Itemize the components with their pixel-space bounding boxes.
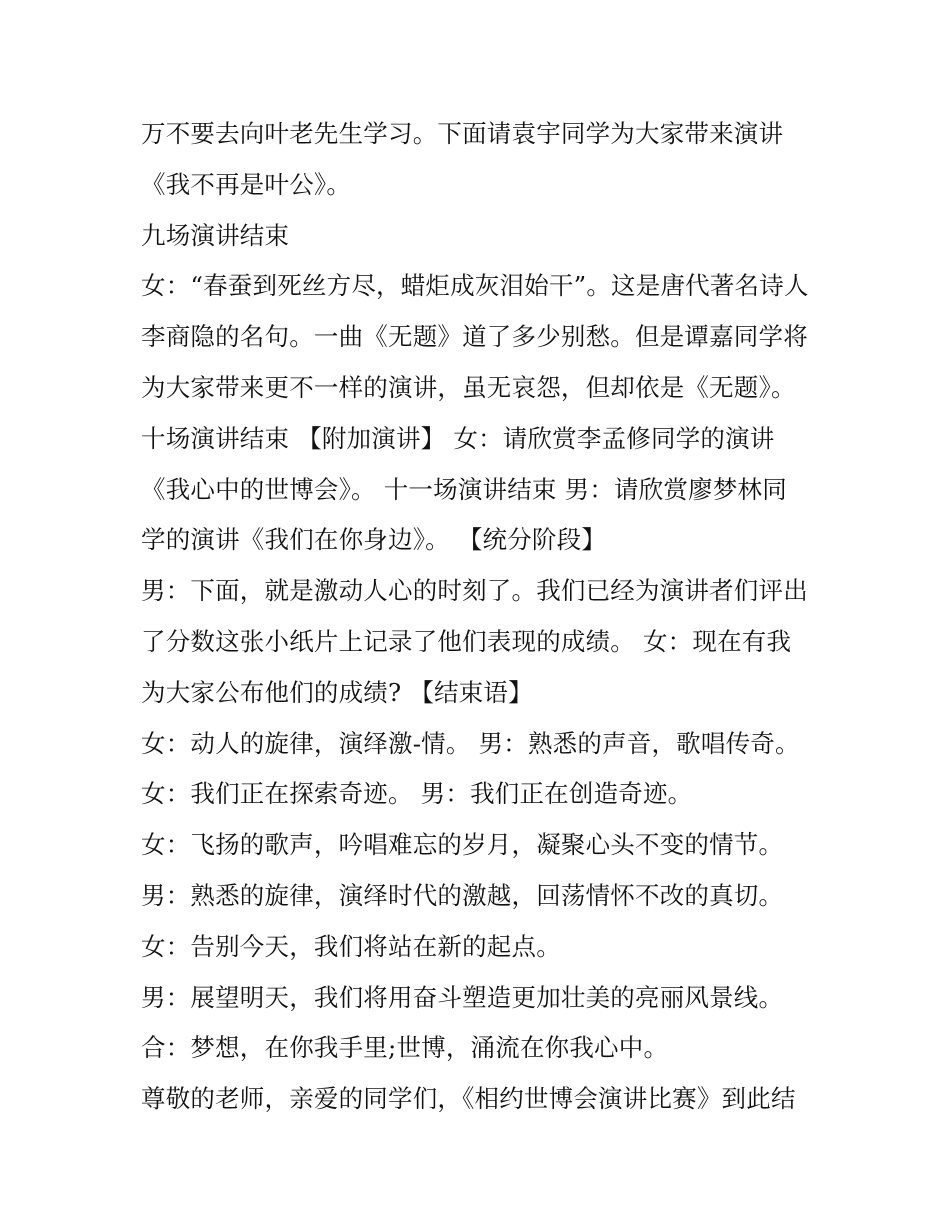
text-line: 李商隐的名句。一曲《无题》道了多少别愁。但是谭嘉同学将 xyxy=(141,322,808,352)
text-line: 为大家公布他们的成绩? 【结束语】 xyxy=(141,677,533,707)
text-line: 为大家带来更不一样的演讲，虽无哀怨，但却依是《无题》。 xyxy=(141,372,796,402)
text-line: 男：展望明天，我们将用奋斗塑造更加壮美的亮丽风景线。 xyxy=(141,982,784,1012)
text-line: 女：动人的旋律，演绎激-情。 男：熟悉的声音，歌唱传奇。 xyxy=(141,728,800,758)
text-line: 女：我们正在探索奇迹。 男：我们正在创造奇迹。 xyxy=(141,779,693,809)
text-line: 合：梦想，在你我手里;世博，涌流在你我心中。 xyxy=(141,1033,669,1063)
text-line: 学的演讲《我们在你身边》。 【统分阶段】 xyxy=(141,525,607,555)
document-body xyxy=(141,109,841,1125)
text-line: 女：告别今天，我们将站在新的起点。 xyxy=(141,931,561,961)
section-heading: 九场演讲结束 xyxy=(141,220,290,250)
text-line: 男：熟悉的旋律，演绎时代的激越，回荡情怀不改的真切。 xyxy=(141,880,784,910)
text-line: 《我不再是叶公》。 xyxy=(141,169,352,199)
text-line: 女：“春蚕到死丝方尽，蜡炬成灰泪始干”。这是唐代著名诗人 xyxy=(141,271,809,301)
text-line: 男：下面，就是激动人心的时刻了。我们已经为演讲者们评出 xyxy=(141,576,808,606)
text-line: 了分数这张小纸片上记录了他们表现的成绩。 女：现在有我 xyxy=(141,626,792,656)
text-line: 尊敬的老师，亲爱的同学们，《相约世博会演讲比赛》到此结 xyxy=(141,1084,796,1114)
text-line: 女：飞扬的歌声，吟唱难忘的岁月，凝聚心头不变的情节。 xyxy=(141,830,784,860)
text-line: 万不要去向叶老先生学习。下面请袁宇同学为大家带来演讲 xyxy=(141,119,784,148)
text-line: 《我心中的世博会》。 十一场演讲结束 男：请欣赏廖梦林同 xyxy=(141,474,787,504)
text-line: 十场演讲结束 【附加演讲】 女：请欣赏李孟修同学的演讲 xyxy=(141,423,775,453)
